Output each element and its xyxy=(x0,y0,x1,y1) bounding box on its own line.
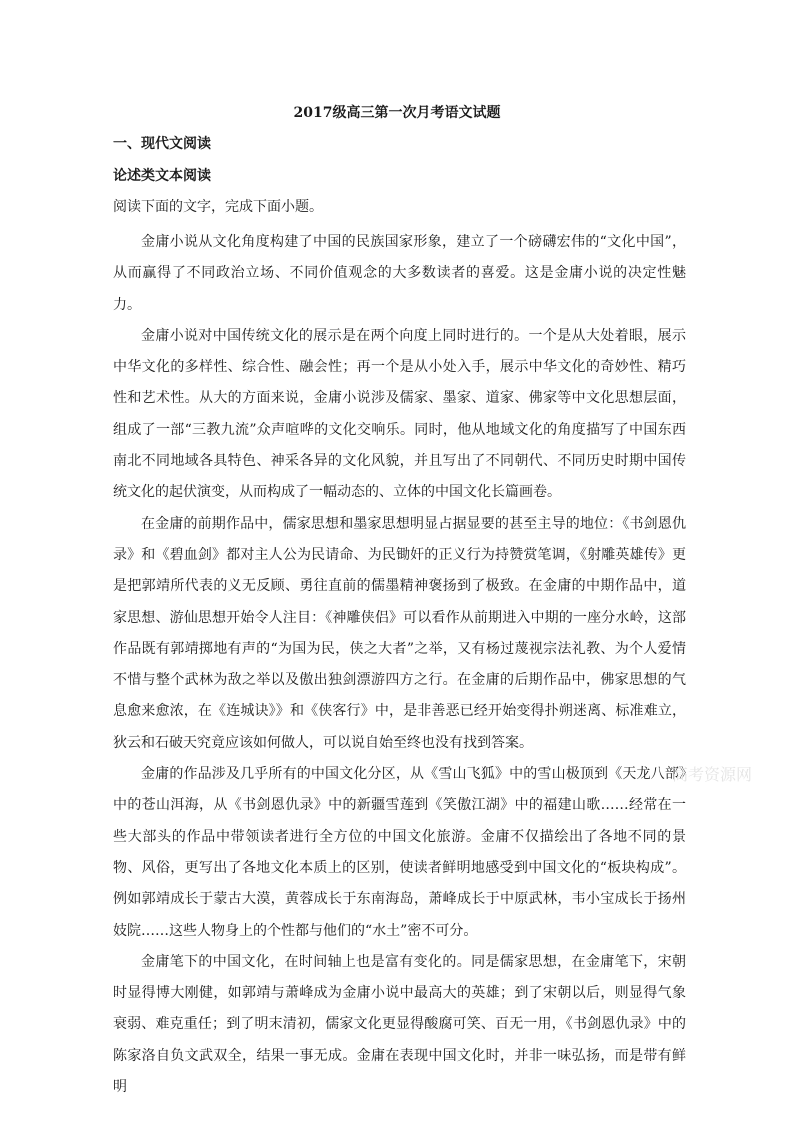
paragraph-1: 金庸小说从文化角度构建了中国的民族国家形象，建立了一个磅礴宏伟的“文化中国”，从而赢得了不同政治立场、不同价值观念的大多数读者的喜爱。这是金庸小说的决定性魅力。 xyxy=(113,234,686,313)
article-body xyxy=(113,227,686,1103)
paragraph-2: 金庸小说对中国传统文化的展示是在两个向度上同时进行的。一个是从大处着眼，展示中华文化的多样性、综合性、融会性；再一个是从小处入手，展示中华文化的奇妙性、精巧性和艺术性。从大的方面来说，金庸小说涉及儒家、墨家、道家、佛家等中文化思想层面，组成了一部“三教九流”众声喧哗的文化交响乐。同时，他从地域文化的角度描写了中国东西南北不同地域各具特色、神采各异的文化风貌，并且写出了不同朝代、不同历史时期中国传统文化的起伏演变，从而构成了一幅动态的、立体的中国文化长篇画卷。 xyxy=(113,327,686,501)
instruction-text: 阅读下面的文字，完成下面小题。 xyxy=(113,199,323,215)
paragraph-4: 金庸的作品涉及几乎所有的中国文化分区，从《雪山飞狐》中的雪山极顶到《天龙八部》中的苍山洱海，从《书剑恩仇录》中的新疆雪莲到《笑傲江湖》中的福建山歌……经常在一些大部头的作品中带领读者进行全方位的中国文化旅游。金庸不仅描绘出了各地不同的景物、风俗，更写出了各地文化本质上的区别，使读者鲜明地感受到中国文化的“板块构成”。例如郭靖成长于蒙古大漠，黄蓉成长于东南海岛，萧峰成长于中原武林，韦小宝成长于扬州妓院……这些人物身上的个性都与他们的“水土”密不可分。 xyxy=(113,766,686,939)
paragraph-3: 在金庸的前期作品中，儒家思想和墨家思想明显占据显要的甚至主导的地位：《书剑恩仇录》和《碧血剑》都对主人公为民请命、为民锄奸的正义行为持赞赏笔调，《射雕英雄传》更是把郭靖所代表的义无反顾、勇往直前的儒墨精神褒扬到了极致。在金庸的中期作品中，道家思想、游仙思想开始令人注目：《神雕侠侣》可以看作从前期进入中期的一座分水岭，这部作品既有郭靖掷地有声的“为国为民，侠之大者”之举，又有杨过蔑视宗法礼教、为个人爱情不惜与整个武林为敌之举以及傲出独剑漂游四方之行。在金庸的后期作品中，佛家思想的气息愈来愈浓，在《连城诀》》和《侠客行》中，是非善恶已经开始变得扑朔迷离、标准难立，狄云和石破天究竟应该如何做人，可以说自始至终也没有找到答案。 xyxy=(113,515,686,751)
subsection-heading: 论述类文本阅读 xyxy=(113,168,211,184)
section-heading: 一、现代文阅读 xyxy=(113,136,211,152)
watermark: 高考资源网 xyxy=(672,765,753,784)
paragraph-5: 金庸笔下的中国文化，在时间轴上也是富有变化的。同是儒家思想，在金庸笔下，宋朝时显得博大刚健，如郭靖与萧峰成为金庸小说中最高大的英雄；到了宋朝以后，则显得气象衰弱、难克重任；到了明末清初，儒家文化更显得酸腐可笑、百无一用，《书剑恩仇录》中的陈家洛自负文武双全，结果一事无成。金庸在表现中国文化时，并非一味弘扬，而是带有鲜明 xyxy=(113,953,686,1096)
page-title: 2017级高三第一次月考语文试题 xyxy=(293,105,501,121)
